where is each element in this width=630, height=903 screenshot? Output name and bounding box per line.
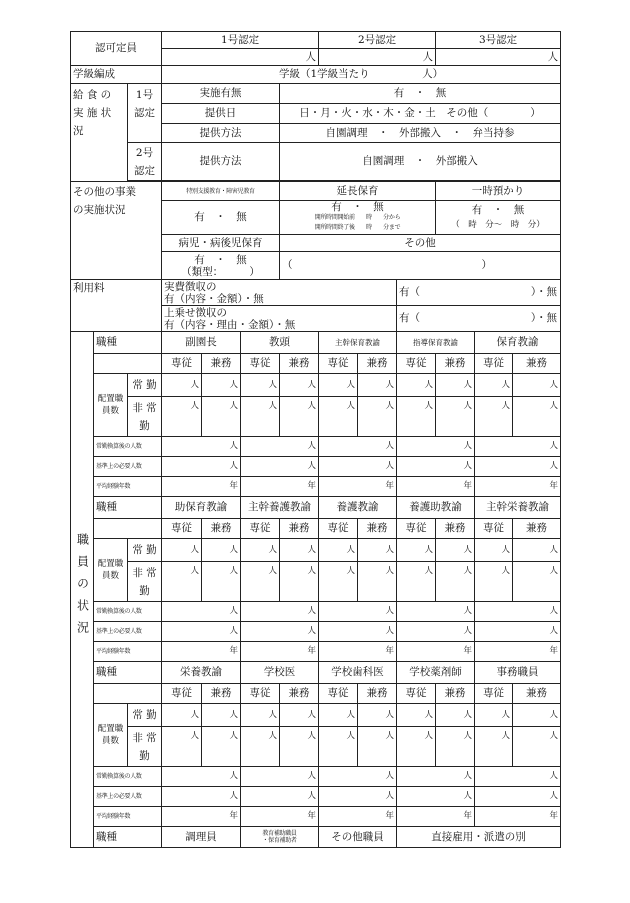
summary-unit-cell: 人 [475, 602, 561, 622]
senju-label: 専従 [319, 354, 358, 374]
kennmu-label: 兼務 [280, 519, 319, 539]
unit-cell: 人 [319, 397, 358, 437]
summary-unit-cell: 年 [319, 642, 397, 662]
blank-cell [94, 354, 162, 374]
meal-day-label: 提供日 [162, 104, 280, 124]
summary-label-row_a: 常勤換算後の人数 [94, 437, 162, 457]
role-block1-4: 保育教諭 [475, 332, 561, 354]
summary-unit-cell: 人 [475, 457, 561, 477]
unit-cell: 人 [202, 539, 241, 562]
kennmu-label: 兼務 [358, 684, 397, 704]
kennmu-label: 兼務 [436, 684, 475, 704]
unit-cell: 人 [162, 539, 202, 562]
sick-child-value [162, 252, 280, 280]
kennmu-label: 兼務 [202, 519, 241, 539]
meal-impl-label: 実施有無 [162, 84, 280, 104]
shokushu-label: 職種 [94, 497, 162, 519]
unit-cell: 人 [358, 397, 397, 437]
role-block1-1: 教頭 [241, 332, 319, 354]
summary-unit-cell: 人 [162, 767, 241, 787]
sick-child-type: （類型： ） [181, 265, 260, 278]
summary-label-row_c: 平均経験年数 [94, 807, 162, 827]
fees-row2-right-close: ）・無 [530, 312, 558, 324]
summary-label-row_a: 常勤換算後の人数 [94, 602, 162, 622]
facility-form-table [70, 31, 561, 848]
summary-unit-cell: 年 [319, 477, 397, 497]
unit-cell: 人 [397, 727, 436, 767]
capacity-col2: 2号認定 [319, 32, 436, 49]
others-value: （ ） [280, 252, 561, 280]
summary-unit-cell: 年 [319, 807, 397, 827]
meal-no1-line1: 1号 [135, 89, 154, 101]
unit-cell: 人 [241, 539, 280, 562]
summary-unit-cell: 人 [319, 437, 397, 457]
summary-unit-cell: 人 [475, 787, 561, 807]
summary-unit-cell: 人 [241, 767, 319, 787]
unit-cell: 人 [162, 397, 202, 437]
hijokin-label: 非 常 勤 [128, 727, 162, 767]
summary-unit-cell: 人 [475, 437, 561, 457]
meal-method2-value: 自園調理 ・ 外部搬入 [280, 143, 561, 181]
summary-unit-cell: 年 [162, 807, 241, 827]
other-business-line2: の実施状況 [73, 204, 126, 216]
unit-cell: 人 [358, 704, 397, 727]
haichi-label: 配置職員数 [94, 539, 128, 602]
fees-row2-right [397, 306, 561, 332]
kennmu-label: 兼務 [202, 354, 241, 374]
unit-cell: 人 [475, 727, 513, 767]
fees-row1-line1: 実費徴収の [164, 280, 217, 293]
meal-day-value: 日・月・火・水・木・金・土 その他（ ） [280, 104, 561, 124]
unit-cell: 人 [241, 374, 280, 397]
role-block1-3: 指導保育教諭 [397, 332, 475, 354]
senju-label: 専従 [319, 684, 358, 704]
fees-row1-right-close: ）・無 [530, 286, 558, 298]
jokin-label: 常 勤 [128, 704, 162, 727]
senju-label: 専従 [475, 354, 513, 374]
unit-cell: 人 [319, 562, 358, 602]
shokushu-label: 職種 [94, 662, 162, 684]
unit-cell: 人 [202, 397, 241, 437]
kennmu-label: 兼務 [280, 684, 319, 704]
unit-cell: 人 [513, 704, 561, 727]
unit-cell: 人 [202, 374, 241, 397]
summary-unit-cell: 年 [475, 642, 561, 662]
special-education-label: 特別支援教育・障害児教育 [162, 182, 280, 201]
summary-unit-cell: 人 [241, 787, 319, 807]
unit-cell: 人 [475, 539, 513, 562]
summary-unit-cell: 人 [475, 767, 561, 787]
extended-care-note2: 開所時間終了後 時 分まで [314, 224, 401, 231]
summary-unit-cell: 人 [162, 602, 241, 622]
special-education-umu: 有 ・ 無 [162, 201, 280, 235]
sick-child-label: 病児・病後児保育 [162, 235, 280, 252]
staff-side-label-text: 職員の状況 [75, 533, 90, 643]
unit-cell: 人 [436, 539, 475, 562]
unit-cell: 人 [358, 539, 397, 562]
class-label: 学級編成 [71, 66, 162, 84]
unit-cell: 人 [475, 374, 513, 397]
summary-unit-cell: 年 [162, 477, 241, 497]
unit-cell: 人 [280, 704, 319, 727]
summary-unit-cell: 人 [319, 622, 397, 642]
shokushu-label-last: 職種 [94, 827, 162, 848]
haichi-label: 配置職員数 [94, 374, 128, 437]
role-block3-2: 学校歯科医 [319, 662, 397, 684]
fees-row2 [162, 306, 397, 332]
summary-unit-cell: 年 [241, 477, 319, 497]
unit-cell: 人 [475, 704, 513, 727]
unit-cell: 人 [202, 704, 241, 727]
capacity-unit-1: 人 [162, 49, 319, 66]
staff-side-label [71, 332, 94, 848]
shokushu-label: 職種 [94, 332, 162, 354]
summary-unit-cell: 年 [397, 807, 475, 827]
role-block3-3: 学校薬剤師 [397, 662, 475, 684]
role-block3-1: 学校医 [241, 662, 319, 684]
fees-row1 [162, 280, 397, 306]
summary-unit-cell: 年 [241, 642, 319, 662]
unit-cell: 人 [436, 374, 475, 397]
meal-no1-line2: 認定 [134, 107, 156, 119]
unit-cell: 人 [513, 374, 561, 397]
class-text: 学級（1学級当たり 人） [162, 66, 561, 84]
unit-cell: 人 [513, 539, 561, 562]
meal-label-line3: 況 [73, 125, 84, 137]
unit-cell: 人 [280, 727, 319, 767]
kennmu-label: 兼務 [436, 354, 475, 374]
other-business-label [71, 182, 162, 280]
summary-unit-cell: 人 [162, 622, 241, 642]
meal-no1 [128, 84, 162, 143]
summary-unit-cell: 年 [241, 807, 319, 827]
unit-cell: 人 [397, 539, 436, 562]
capacity-unit-2: 人 [319, 49, 436, 66]
unit-cell: 人 [436, 704, 475, 727]
unit-cell: 人 [475, 397, 513, 437]
role-block2-2: 養護教諭 [319, 497, 397, 519]
summary-unit-cell: 年 [397, 642, 475, 662]
kennmu-label: 兼務 [513, 519, 561, 539]
unit-cell: 人 [202, 727, 241, 767]
role-support-line1: 教育補助職員 [262, 830, 297, 837]
summary-unit-cell: 人 [397, 767, 475, 787]
summary-unit-cell: 年 [397, 477, 475, 497]
haichi-label: 配置職員数 [94, 704, 128, 767]
kennmu-label: 兼務 [513, 684, 561, 704]
fees-row1-right-open: 有（ [399, 286, 421, 298]
jokin-label: 常 勤 [128, 539, 162, 562]
unit-cell: 人 [280, 374, 319, 397]
role-block3-4: 事務職員 [475, 662, 561, 684]
summary-unit-cell: 人 [319, 767, 397, 787]
role-block2-4: 主幹栄養教諭 [475, 497, 561, 519]
unit-cell: 人 [162, 704, 202, 727]
summary-label-row_b: 基準上の必要人数 [94, 622, 162, 642]
temporary-care-value [436, 201, 561, 235]
role-cook: 調理員 [162, 827, 241, 848]
meal-method1-value: 自園調理 ・ 外部搬入 ・ 弁当持参 [280, 124, 561, 143]
role-support-line2: ・保育補助者 [262, 837, 297, 844]
unit-cell: 人 [475, 562, 513, 602]
hijokin-label: 非 常 勤 [128, 397, 162, 437]
unit-cell: 人 [513, 562, 561, 602]
role-block3-0: 栄養教諭 [162, 662, 241, 684]
role-support [241, 827, 319, 848]
meal-label [71, 84, 128, 182]
summary-label-row_c: 平均経験年数 [94, 477, 162, 497]
summary-label-row_b: 基準上の必要人数 [94, 457, 162, 477]
unit-cell: 人 [280, 539, 319, 562]
capacity-label: 認可定員 [71, 32, 162, 66]
role-direct-employment: 直接雇用・派遣の別 [397, 827, 561, 848]
extended-care-value [280, 201, 436, 235]
fees-row2-line1: 上乗せ徴収の [164, 306, 228, 319]
unit-cell: 人 [319, 704, 358, 727]
fees-row1-line2: 有（内容・金額）・無 [164, 292, 264, 305]
blank-cell [94, 684, 162, 704]
summary-unit-cell: 人 [241, 457, 319, 477]
summary-unit-cell: 年 [162, 642, 241, 662]
summary-label-row_c: 平均経験年数 [94, 642, 162, 662]
summary-unit-cell: 人 [475, 622, 561, 642]
meal-no2-line1: 2号 [135, 146, 154, 159]
extended-care-label: 延長保育 [280, 182, 436, 201]
summary-unit-cell: 人 [397, 787, 475, 807]
meal-impl-value: 有 ・ 無 [280, 84, 561, 104]
senju-label: 専従 [475, 684, 513, 704]
unit-cell: 人 [397, 397, 436, 437]
fees-row2-right-open: 有（ [399, 312, 421, 324]
summary-unit-cell: 人 [319, 457, 397, 477]
hijokin-label: 非 常 勤 [128, 562, 162, 602]
unit-cell: 人 [358, 727, 397, 767]
summary-unit-cell: 人 [241, 437, 319, 457]
summary-unit-cell: 人 [397, 622, 475, 642]
role-other-staff: その他職員 [319, 827, 397, 848]
meal-method1-label: 提供方法 [162, 124, 280, 143]
senju-label: 専従 [475, 519, 513, 539]
role-block2-3: 養護助教諭 [397, 497, 475, 519]
summary-unit-cell: 人 [319, 602, 397, 622]
temporary-care-time: （ 時 分～ 時 分） [451, 220, 545, 230]
unit-cell: 人 [513, 397, 561, 437]
summary-label-row_a: 常勤換算後の人数 [94, 767, 162, 787]
capacity-col1: 1号認定 [162, 32, 319, 49]
extended-care-umu: 有 ・ 無 [331, 201, 384, 213]
senju-label: 専従 [162, 684, 202, 704]
jokin-label: 常 勤 [128, 374, 162, 397]
fees-row1-right [397, 280, 561, 306]
summary-unit-cell: 人 [162, 437, 241, 457]
senju-label: 専従 [162, 354, 202, 374]
senju-label: 専従 [397, 519, 436, 539]
summary-unit-cell: 人 [162, 457, 241, 477]
role-block1-2: 主幹保育教諭 [319, 332, 397, 354]
summary-unit-cell: 人 [397, 602, 475, 622]
role-block2-0: 助保育教諭 [162, 497, 241, 519]
fees-row2-line2: 有（内容・理由・金額）・無 [164, 318, 296, 331]
kennmu-label: 兼務 [280, 354, 319, 374]
senju-label: 専従 [241, 354, 280, 374]
summary-unit-cell: 人 [241, 602, 319, 622]
unit-cell: 人 [319, 539, 358, 562]
meal-label-line2: 実 施 状 [73, 107, 112, 119]
unit-cell: 人 [241, 727, 280, 767]
unit-cell: 人 [280, 562, 319, 602]
unit-cell: 人 [241, 704, 280, 727]
summary-unit-cell: 人 [241, 622, 319, 642]
meal-no2 [128, 143, 162, 181]
unit-cell: 人 [436, 562, 475, 602]
kennmu-label: 兼務 [513, 354, 561, 374]
unit-cell: 人 [358, 562, 397, 602]
senju-label: 専従 [397, 354, 436, 374]
senju-label: 専従 [319, 519, 358, 539]
temporary-care-umu: 有 ・ 無 [471, 204, 525, 216]
unit-cell: 人 [202, 562, 241, 602]
capacity-unit-3: 人 [436, 49, 561, 66]
senju-label: 専従 [241, 519, 280, 539]
unit-cell: 人 [397, 374, 436, 397]
unit-cell: 人 [241, 397, 280, 437]
summary-unit-cell: 人 [319, 787, 397, 807]
blank-cell [94, 519, 162, 539]
unit-cell: 人 [358, 374, 397, 397]
unit-cell: 人 [280, 397, 319, 437]
meal-label-line1: 給 食 の [73, 89, 112, 101]
unit-cell: 人 [241, 562, 280, 602]
kennmu-label: 兼務 [358, 519, 397, 539]
unit-cell: 人 [162, 562, 202, 602]
unit-cell: 人 [436, 727, 475, 767]
senju-label: 専従 [241, 684, 280, 704]
extended-care-note1: 開所時間開始前 時 分から [314, 214, 401, 221]
unit-cell: 人 [319, 374, 358, 397]
unit-cell: 人 [397, 562, 436, 602]
temporary-care-label: 一時預かり [436, 182, 561, 201]
summary-label-row_b: 基準上の必要人数 [94, 787, 162, 807]
unit-cell: 人 [397, 704, 436, 727]
summary-unit-cell: 年 [475, 477, 561, 497]
summary-unit-cell: 人 [162, 787, 241, 807]
fees-label: 利用料 [71, 280, 162, 332]
role-block1-0: 副園長 [162, 332, 241, 354]
role-block2-1: 主幹養護教諭 [241, 497, 319, 519]
other-business-line1: その他の事業 [73, 186, 136, 198]
kennmu-label: 兼務 [358, 354, 397, 374]
others-label: その他 [280, 235, 561, 252]
senju-label: 専従 [162, 519, 202, 539]
meal-no2-line2: 認定 [134, 164, 156, 177]
kennmu-label: 兼務 [436, 519, 475, 539]
unit-cell: 人 [162, 374, 202, 397]
summary-unit-cell: 人 [397, 457, 475, 477]
capacity-col3: 3号認定 [436, 32, 561, 49]
summary-unit-cell: 人 [397, 437, 475, 457]
unit-cell: 人 [513, 727, 561, 767]
summary-unit-cell: 年 [475, 807, 561, 827]
meal-method2-label: 提供方法 [162, 143, 280, 181]
sick-child-umu: 有 ・ 無 [194, 253, 247, 266]
unit-cell: 人 [436, 397, 475, 437]
kennmu-label: 兼務 [202, 684, 241, 704]
unit-cell: 人 [319, 727, 358, 767]
senju-label: 専従 [397, 684, 436, 704]
unit-cell: 人 [162, 727, 202, 767]
